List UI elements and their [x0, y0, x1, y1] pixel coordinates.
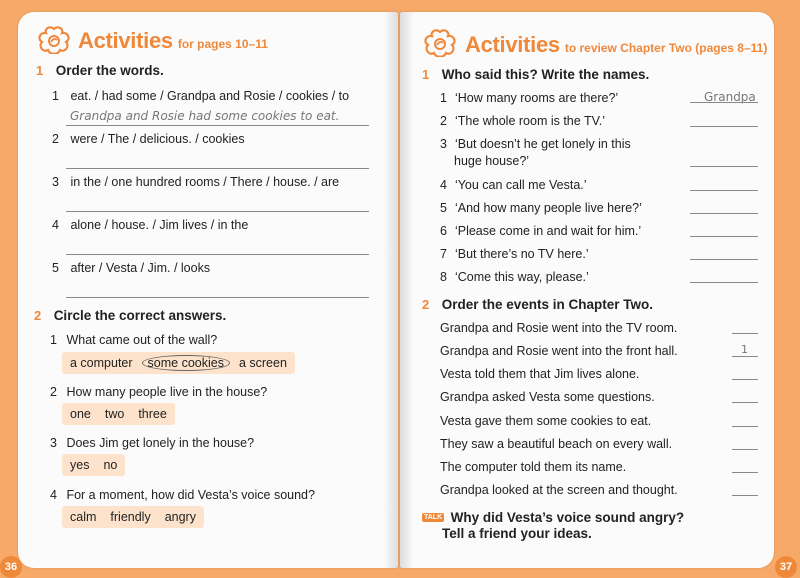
answer-line[interactable] — [690, 213, 758, 214]
answer-line[interactable] — [690, 259, 758, 260]
answer-line[interactable] — [690, 236, 758, 237]
page-number-left: 36 — [0, 556, 22, 578]
word-order-item-1: 1 eat. / had some / Grandpa and Rosie / cookies / to — [52, 89, 350, 103]
item-prompt: in the / one hundred rooms / There / house. / are — [70, 175, 340, 189]
right-page — [400, 12, 774, 568]
section-title: Order the words. — [55, 63, 164, 78]
answer-line[interactable] — [690, 282, 758, 283]
choice-option[interactable]: no — [103, 458, 118, 472]
quote-text: ‘You can call me Vesta.’ — [454, 178, 587, 192]
choice-option[interactable]: a computer — [70, 356, 133, 370]
item-prompt: after / Vesta / Jim. / looks — [70, 261, 211, 275]
order-blank[interactable] — [732, 472, 758, 473]
quote-text: ‘But there’s no TV here.’ — [454, 247, 589, 261]
event-item: The computer told them its name. — [440, 460, 627, 474]
activities-subtitle: to review Chapter Two (pages 8–11) — [564, 41, 768, 55]
talk-instruction: Tell a friend your ideas. — [442, 526, 592, 541]
quote-text: ‘The whole room is the TV.’ — [454, 114, 606, 128]
answer-choices — [62, 403, 175, 425]
quote-item-1: 1 ‘How many rooms are there?’ — [440, 91, 619, 105]
order-blank[interactable] — [732, 379, 758, 380]
quote-text-continued: huge house?’ — [454, 154, 530, 168]
choice-option[interactable]: a screen — [238, 356, 287, 370]
order-answer: 1 — [741, 343, 748, 356]
quote-item-2: 2 ‘The whole room is the TV.’ — [440, 114, 606, 128]
question-text: Does Jim get lonely in the house? — [66, 436, 255, 450]
answer-line[interactable] — [66, 254, 369, 255]
item-prompt: eat. / had some / Grandpa and Rosie / cookies / to — [70, 89, 350, 103]
answer-line[interactable] — [66, 125, 369, 126]
section-number: 2 — [34, 308, 42, 323]
page-gutter-shadow — [400, 12, 414, 568]
answer-line[interactable] — [690, 126, 758, 127]
handwritten-answer: Grandpa and Rosie had some cookies to eat. — [70, 109, 340, 123]
section-1-heading — [422, 66, 649, 84]
quote-item-8: 8 ‘Come this way, please.’ — [440, 270, 589, 284]
event-item: Vesta told them that Jim lives alone. — [440, 367, 640, 381]
quote-text: ‘Come this way, please.’ — [454, 270, 589, 284]
section-number: 1 — [422, 67, 430, 82]
question-3: 3 Does Jim get lonely in the house? — [50, 436, 255, 450]
section-title: Who said this? Write the names. — [441, 67, 650, 82]
choice-option[interactable]: three — [138, 407, 167, 421]
answer-line[interactable] — [690, 190, 758, 191]
order-blank[interactable] — [732, 449, 758, 450]
left-page — [18, 12, 398, 568]
flower-logo-icon — [422, 29, 458, 57]
word-order-item-5: 5 after / Vesta / Jim. / looks — [52, 261, 211, 275]
choice-option[interactable]: calm — [70, 510, 97, 524]
section-number: 1 — [36, 63, 44, 78]
event-item: Grandpa and Rosie went into the front hall. — [440, 344, 678, 358]
question-text: What came out of the wall? — [66, 333, 218, 347]
word-order-item-4: 4 alone / house. / Jim lives / in the — [52, 218, 249, 232]
choice-option-circled[interactable]: some cookies — [142, 355, 230, 371]
activities-title: Activities — [465, 32, 560, 57]
page-gutter-shadow — [384, 12, 398, 568]
choice-option[interactable]: two — [104, 407, 125, 421]
activities-title: Activities — [78, 28, 173, 53]
quote-text: ‘How many rooms are there?’ — [454, 91, 619, 105]
quote-item-3: 3 ‘But doesn’t he get lonely in this — [440, 137, 631, 151]
event-item: They saw a beautiful beach on every wall. — [440, 437, 673, 451]
answer-choices — [62, 506, 204, 528]
answer-line[interactable] — [66, 297, 369, 298]
answer-line[interactable] — [66, 168, 369, 169]
quote-item-5: 5 ‘And how many people live here?’ — [440, 201, 642, 215]
talk-prompt — [422, 509, 684, 527]
page-number-right: 37 — [775, 556, 797, 578]
order-blank[interactable] — [732, 402, 758, 403]
event-item: Grandpa and Rosie went into the TV room. — [440, 321, 678, 335]
event-item: Grandpa looked at the screen and thought. — [440, 483, 678, 497]
answer-line[interactable] — [690, 166, 758, 167]
page-header — [78, 28, 268, 54]
order-blank[interactable] — [732, 495, 758, 496]
choice-option[interactable]: angry — [164, 510, 196, 524]
quote-item-4: 4 ‘You can call me Vesta.’ — [440, 178, 587, 192]
talk-question: Why did Vesta’s voice sound angry? — [450, 510, 685, 525]
item-prompt: were / The / delicious. / cookies — [70, 132, 245, 146]
quote-text: ‘Please come in and wait for him.’ — [454, 224, 642, 238]
order-blank[interactable] — [732, 356, 758, 357]
page-header — [465, 32, 767, 58]
section-number: 2 — [422, 297, 430, 312]
section-1-heading — [36, 62, 164, 80]
choice-option[interactable]: yes — [70, 458, 90, 472]
event-item: Grandpa asked Vesta some questions. — [440, 390, 655, 404]
talk-icon: TALK — [424, 514, 443, 522]
section-2-heading — [422, 296, 653, 314]
question-4: 4 For a moment, how did Vesta’s voice sound? — [50, 488, 315, 502]
activities-subtitle: for pages 10–11 — [177, 37, 268, 51]
order-blank[interactable] — [732, 333, 758, 334]
section-title: Circle the correct answers. — [53, 308, 227, 323]
answer-line[interactable] — [690, 102, 758, 103]
order-blank[interactable] — [732, 426, 758, 427]
answer-line[interactable] — [66, 211, 369, 212]
question-text: How many people live in the house? — [66, 385, 268, 399]
answer-choices — [62, 352, 295, 374]
section-title: Order the events in Chapter Two. — [441, 297, 653, 312]
flower-logo-icon — [36, 26, 72, 54]
handwritten-answer: Grandpa — [704, 90, 756, 104]
word-order-item-3: 3 in the / one hundred rooms / There / house. / are — [52, 175, 340, 189]
word-order-item-2: 2 were / The / delicious. / cookies — [52, 132, 245, 146]
choice-option[interactable]: friendly — [110, 510, 151, 524]
section-2-heading — [34, 307, 226, 325]
choice-option[interactable]: one — [70, 407, 91, 421]
question-2: 2 How many people live in the house? — [50, 385, 268, 399]
quote-item-6: 6 ‘Please come in and wait for him.’ — [440, 224, 642, 238]
event-item: Vesta gave them some cookies to eat. — [440, 414, 652, 428]
quote-text: ‘But doesn’t he get lonely in this — [454, 137, 631, 151]
quote-text: ‘And how many people live here?’ — [454, 201, 642, 215]
question-1: 1 What came out of the wall? — [50, 333, 218, 347]
question-text: For a moment, how did Vesta’s voice sound? — [66, 488, 315, 502]
answer-choices — [62, 454, 125, 476]
item-prompt: alone / house. / Jim lives / in the — [70, 218, 249, 232]
quote-item-7: 7 ‘But there’s no TV here.’ — [440, 247, 589, 261]
